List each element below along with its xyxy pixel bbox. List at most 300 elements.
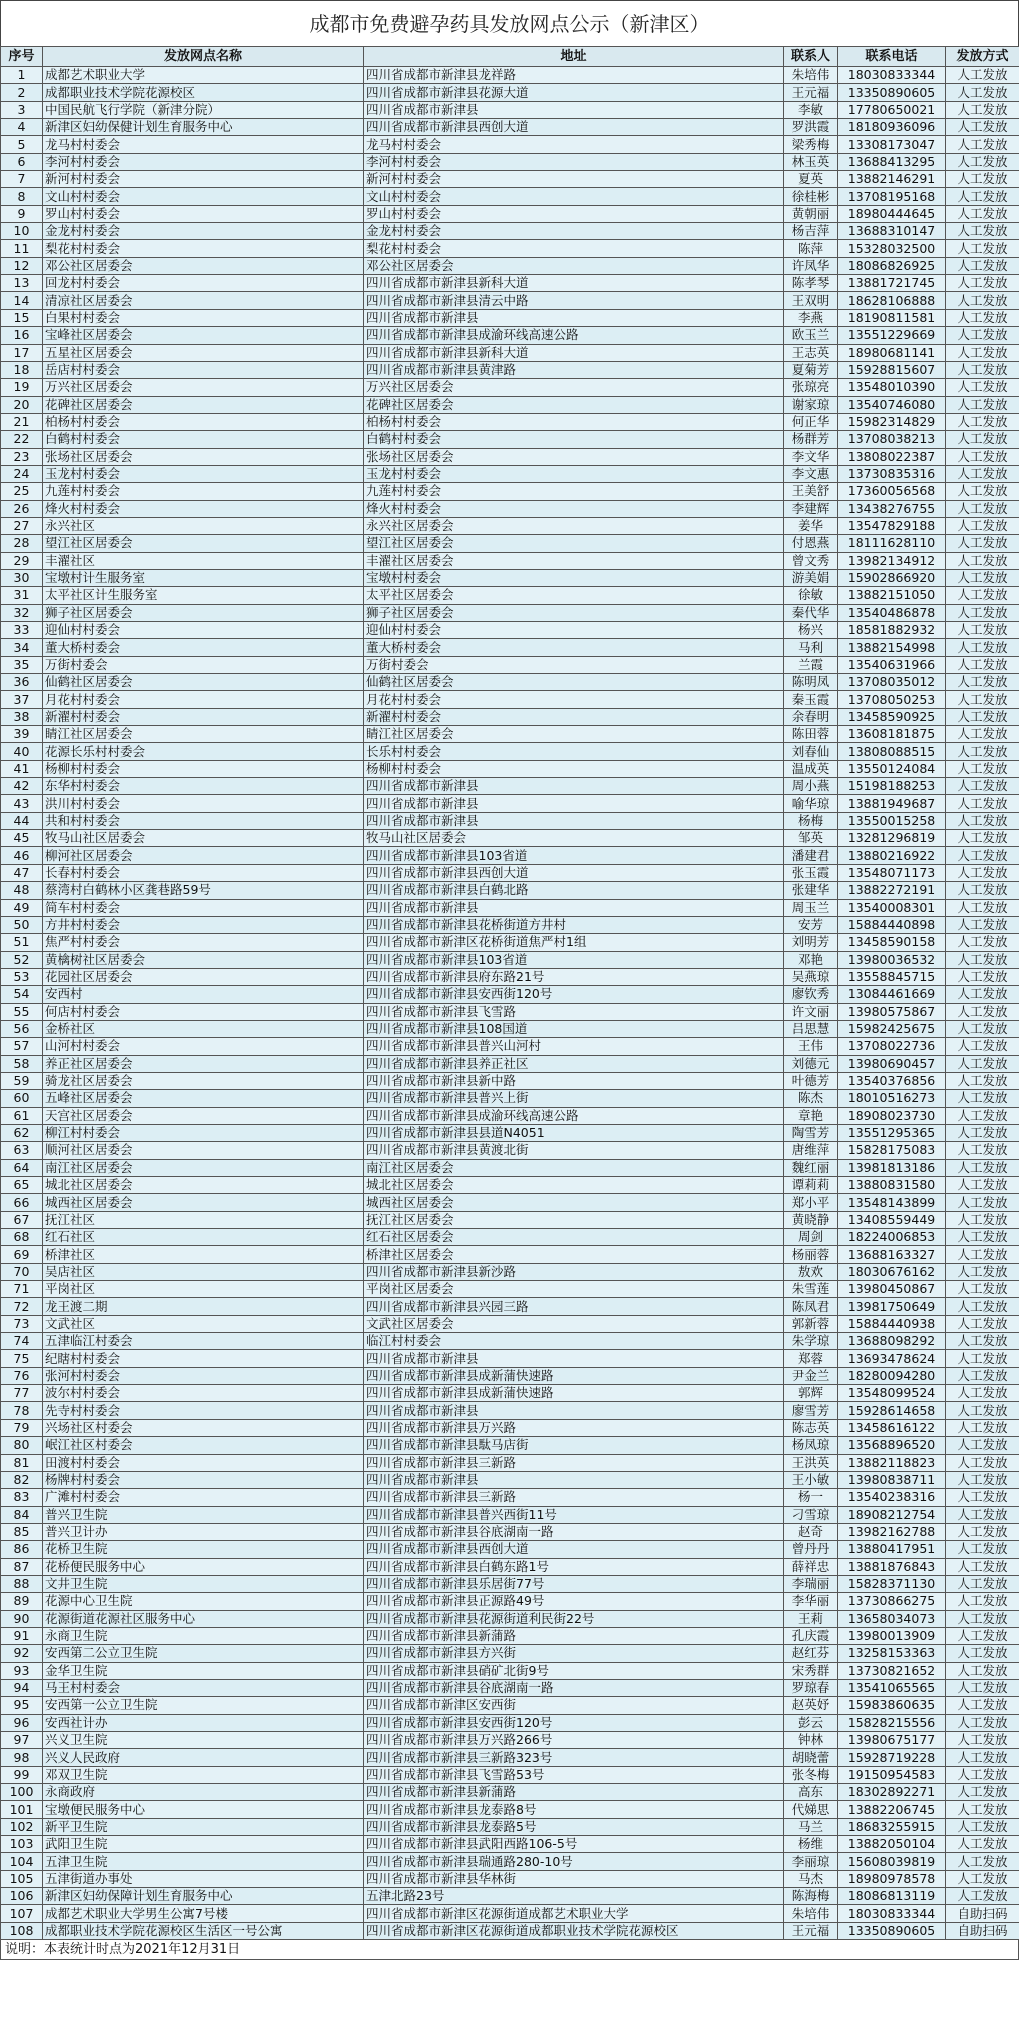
cell-contact: 王莉 bbox=[784, 1610, 838, 1627]
cell-site-name: 兴义人民政府 bbox=[43, 1749, 364, 1766]
cell-address: 张场社区居委会 bbox=[364, 448, 784, 465]
cell-method: 人工发放 bbox=[946, 1142, 1019, 1159]
cell-method: 人工发放 bbox=[946, 691, 1019, 708]
cell-site-name: 蔡湾村白鹤林小区龚巷路59号 bbox=[43, 882, 364, 899]
cell-index: 95 bbox=[1, 1697, 43, 1714]
table-row bbox=[1, 1645, 1019, 1662]
table-row bbox=[1, 379, 1019, 396]
cell-address: 金龙村村委会 bbox=[364, 223, 784, 240]
cell-site-name: 五峰社区居委会 bbox=[43, 1090, 364, 1107]
table-row bbox=[1, 292, 1019, 309]
cell-contact: 兰霞 bbox=[784, 656, 838, 673]
cell-index: 47 bbox=[1, 864, 43, 881]
cell-site-name: 烽火村村委会 bbox=[43, 500, 364, 517]
cell-contact: 陈萍 bbox=[784, 240, 838, 257]
table-row bbox=[1, 691, 1019, 708]
cell-contact: 姜华 bbox=[784, 517, 838, 534]
table-row bbox=[1, 934, 1019, 951]
cell-phone: 18111628110 bbox=[838, 535, 946, 552]
cell-phone: 13882206745 bbox=[838, 1801, 946, 1818]
table-row bbox=[1, 1124, 1019, 1141]
cell-method: 人工发放 bbox=[946, 1124, 1019, 1141]
table-row bbox=[1, 795, 1019, 812]
cell-contact: 黄朝丽 bbox=[784, 205, 838, 222]
cell-phone: 13551295365 bbox=[838, 1124, 946, 1141]
cell-index: 104 bbox=[1, 1853, 43, 1870]
cell-site-name: 梨花村村委会 bbox=[43, 240, 364, 257]
cell-index: 41 bbox=[1, 760, 43, 777]
cell-site-name: 成都职业技术学院花源校区生活区一号公寓 bbox=[43, 1922, 364, 1939]
cell-index: 8 bbox=[1, 188, 43, 205]
cell-phone: 13808022387 bbox=[838, 448, 946, 465]
cell-method: 人工发放 bbox=[946, 1003, 1019, 1020]
cell-address: 四川省成都市新津县谷底湖南一路 bbox=[364, 1523, 784, 1540]
table-row bbox=[1, 1905, 1019, 1922]
cell-address: 新河村村委会 bbox=[364, 171, 784, 188]
table-row bbox=[1, 1749, 1019, 1766]
cell-site-name: 波尔村村委会 bbox=[43, 1385, 364, 1402]
table-row bbox=[1, 1523, 1019, 1540]
cell-phone: 15828215556 bbox=[838, 1714, 946, 1731]
cell-address: 四川省成都市新津县西创大道 bbox=[364, 1541, 784, 1558]
cell-address: 新濯村村委会 bbox=[364, 708, 784, 725]
cell-index: 54 bbox=[1, 986, 43, 1003]
cell-address: 四川省成都市新津县108国道 bbox=[364, 1020, 784, 1037]
cell-address: 四川省成都市新津县硝矿北街9号 bbox=[364, 1662, 784, 1679]
cell-method: 人工发放 bbox=[946, 171, 1019, 188]
cell-index: 45 bbox=[1, 830, 43, 847]
cell-contact: 唐维萍 bbox=[784, 1142, 838, 1159]
cell-address: 睛江社区居委会 bbox=[364, 726, 784, 743]
cell-index: 34 bbox=[1, 639, 43, 656]
cell-address: 四川省成都市新津区花源街道成都艺术职业大学 bbox=[364, 1905, 784, 1922]
cell-contact: 张建华 bbox=[784, 882, 838, 899]
cell-method: 人工发放 bbox=[946, 1055, 1019, 1072]
cell-method: 人工发放 bbox=[946, 1038, 1019, 1055]
cell-site-name: 金龙村村委会 bbox=[43, 223, 364, 240]
cell-phone: 13880831580 bbox=[838, 1177, 946, 1194]
cell-phone: 15902866920 bbox=[838, 569, 946, 586]
cell-phone: 13541065565 bbox=[838, 1679, 946, 1696]
table-row bbox=[1, 1090, 1019, 1107]
cell-phone: 13458590925 bbox=[838, 708, 946, 725]
cell-index: 77 bbox=[1, 1385, 43, 1402]
table-row bbox=[1, 84, 1019, 101]
cell-site-name: 张河村村委会 bbox=[43, 1367, 364, 1384]
table-row bbox=[1, 1211, 1019, 1228]
cell-contact: 李瑞丽 bbox=[784, 1575, 838, 1592]
cell-address: 仙鹤社区居委会 bbox=[364, 674, 784, 691]
cell-index: 33 bbox=[1, 622, 43, 639]
cell-index: 21 bbox=[1, 413, 43, 430]
cell-contact: 王双明 bbox=[784, 292, 838, 309]
cell-site-name: 望江社区居委会 bbox=[43, 535, 364, 552]
cell-address: 四川省成都市新津县成新蒲快速路 bbox=[364, 1367, 784, 1384]
cell-address: 四川省成都市新津县新科大道 bbox=[364, 344, 784, 361]
cell-method: 人工发放 bbox=[946, 569, 1019, 586]
cell-site-name: 花桥卫生院 bbox=[43, 1541, 364, 1558]
cell-site-name: 清凉社区居委会 bbox=[43, 292, 364, 309]
cell-method: 人工发放 bbox=[946, 119, 1019, 136]
cell-contact: 张玉霞 bbox=[784, 864, 838, 881]
cell-site-name: 柳江村村委会 bbox=[43, 1124, 364, 1141]
cell-index: 18 bbox=[1, 361, 43, 378]
cell-contact: 王元福 bbox=[784, 84, 838, 101]
cell-address: 桥津社区居委会 bbox=[364, 1246, 784, 1263]
table-row bbox=[1, 847, 1019, 864]
cell-index: 19 bbox=[1, 379, 43, 396]
table-row bbox=[1, 760, 1019, 777]
cell-index: 84 bbox=[1, 1506, 43, 1523]
table-row bbox=[1, 1159, 1019, 1176]
cell-site-name: 洪川村村委会 bbox=[43, 795, 364, 812]
cell-index: 43 bbox=[1, 795, 43, 812]
cell-index: 38 bbox=[1, 708, 43, 725]
cell-method: 人工发放 bbox=[946, 1766, 1019, 1783]
cell-index: 24 bbox=[1, 465, 43, 482]
cell-site-name: 龙王渡二期 bbox=[43, 1298, 364, 1315]
cell-site-name: 城西社区居委会 bbox=[43, 1194, 364, 1211]
cell-phone: 15983860635 bbox=[838, 1697, 946, 1714]
cell-method: 人工发放 bbox=[946, 604, 1019, 621]
cell-address: 四川省成都市新津县瑞通路280-10号 bbox=[364, 1853, 784, 1870]
cell-index: 60 bbox=[1, 1090, 43, 1107]
cell-index: 23 bbox=[1, 448, 43, 465]
cell-phone: 13882146291 bbox=[838, 171, 946, 188]
table-row bbox=[1, 327, 1019, 344]
cell-index: 87 bbox=[1, 1558, 43, 1575]
cell-site-name: 五津临江村委会 bbox=[43, 1333, 364, 1350]
cell-site-name: 新津区妇幼保障计划生育服务中心 bbox=[43, 1888, 364, 1905]
cell-method: 人工发放 bbox=[946, 847, 1019, 864]
cell-index: 90 bbox=[1, 1610, 43, 1627]
cell-contact: 李敏 bbox=[784, 101, 838, 118]
cell-method: 人工发放 bbox=[946, 1749, 1019, 1766]
cell-contact: 马杰 bbox=[784, 1870, 838, 1887]
cell-contact: 张冬梅 bbox=[784, 1766, 838, 1783]
cell-contact: 李建辉 bbox=[784, 500, 838, 517]
cell-site-name: 五津卫生院 bbox=[43, 1853, 364, 1870]
cell-index: 73 bbox=[1, 1315, 43, 1332]
cell-site-name: 睛江社区居委会 bbox=[43, 726, 364, 743]
cell-phone: 13708195168 bbox=[838, 188, 946, 205]
table-row bbox=[1, 517, 1019, 534]
cell-index: 63 bbox=[1, 1142, 43, 1159]
cell-site-name: 永商政府 bbox=[43, 1784, 364, 1801]
cell-index: 85 bbox=[1, 1523, 43, 1540]
table-row bbox=[1, 1766, 1019, 1783]
cell-index: 72 bbox=[1, 1298, 43, 1315]
cell-address: 四川省成都市新津县成新蒲快速路 bbox=[364, 1385, 784, 1402]
table-row bbox=[1, 396, 1019, 413]
cell-contact: 余春明 bbox=[784, 708, 838, 725]
cell-phone: 13258153363 bbox=[838, 1645, 946, 1662]
cell-address: 四川省成都市新津县三新路 bbox=[364, 1454, 784, 1471]
cell-contact: 陈杰 bbox=[784, 1090, 838, 1107]
table-body bbox=[1, 67, 1019, 1940]
cell-contact: 李华丽 bbox=[784, 1593, 838, 1610]
cell-method: 人工发放 bbox=[946, 830, 1019, 847]
cell-method: 人工发放 bbox=[946, 1801, 1019, 1818]
cell-contact: 马兰 bbox=[784, 1818, 838, 1835]
cell-site-name: 岷江社区村委会 bbox=[43, 1437, 364, 1454]
column-header-index: 序号 bbox=[1, 47, 43, 67]
cell-index: 40 bbox=[1, 743, 43, 760]
cell-method: 人工发放 bbox=[946, 1350, 1019, 1367]
column-header-address: 地址 bbox=[364, 47, 784, 67]
cell-site-name: 杨牌村村委会 bbox=[43, 1471, 364, 1488]
cell-contact: 胡晓蕾 bbox=[784, 1749, 838, 1766]
cell-address: 四川省成都市新津县 bbox=[364, 795, 784, 812]
cell-phone: 15928815607 bbox=[838, 361, 946, 378]
table-row bbox=[1, 1593, 1019, 1610]
cell-contact: 刘明芳 bbox=[784, 934, 838, 951]
cell-contact: 朱雪莲 bbox=[784, 1281, 838, 1298]
cell-phone: 13540376856 bbox=[838, 1072, 946, 1089]
table-row bbox=[1, 1020, 1019, 1037]
cell-site-name: 文井卫生院 bbox=[43, 1575, 364, 1592]
table-row bbox=[1, 344, 1019, 361]
cell-site-name: 花碑社区居委会 bbox=[43, 396, 364, 413]
cell-method: 人工发放 bbox=[946, 1159, 1019, 1176]
cell-address: 四川省成都市新津县普兴上街 bbox=[364, 1090, 784, 1107]
cell-contact: 杨梅 bbox=[784, 812, 838, 829]
cell-method: 人工发放 bbox=[946, 1523, 1019, 1540]
cell-method: 人工发放 bbox=[946, 1072, 1019, 1089]
table-row bbox=[1, 1801, 1019, 1818]
cell-phone: 13982162788 bbox=[838, 1523, 946, 1540]
cell-contact: 王美舒 bbox=[784, 483, 838, 500]
cell-site-name: 山河村村委会 bbox=[43, 1038, 364, 1055]
table-row bbox=[1, 622, 1019, 639]
cell-address: 烽火村村委会 bbox=[364, 500, 784, 517]
cell-address: 玉龙村村委会 bbox=[364, 465, 784, 482]
cell-phone: 13408559449 bbox=[838, 1211, 946, 1228]
cell-address: 四川省成都市新津县乐居街77号 bbox=[364, 1575, 784, 1592]
cell-site-name: 花桥便民服务中心 bbox=[43, 1558, 364, 1575]
cell-phone: 18302892271 bbox=[838, 1784, 946, 1801]
cell-phone: 13458590158 bbox=[838, 934, 946, 951]
cell-method: 人工发放 bbox=[946, 327, 1019, 344]
table-row bbox=[1, 1870, 1019, 1887]
cell-address: 董大桥村委会 bbox=[364, 639, 784, 656]
cell-index: 3 bbox=[1, 101, 43, 118]
cell-contact: 陈田蓉 bbox=[784, 726, 838, 743]
cell-phone: 13658034073 bbox=[838, 1610, 946, 1627]
table-row bbox=[1, 1315, 1019, 1332]
cell-site-name: 新平卫生院 bbox=[43, 1818, 364, 1835]
cell-index: 86 bbox=[1, 1541, 43, 1558]
cell-phone: 13550124084 bbox=[838, 760, 946, 777]
cell-method: 人工发放 bbox=[946, 778, 1019, 795]
cell-phone: 13350890605 bbox=[838, 1922, 946, 1939]
table-row bbox=[1, 1003, 1019, 1020]
table-row bbox=[1, 1489, 1019, 1506]
cell-site-name: 成都艺术职业大学男生公寓7号楼 bbox=[43, 1905, 364, 1922]
cell-phone: 15828175083 bbox=[838, 1142, 946, 1159]
table-row bbox=[1, 1784, 1019, 1801]
cell-index: 49 bbox=[1, 899, 43, 916]
cell-contact: 尹金兰 bbox=[784, 1367, 838, 1384]
cell-phone: 15608039819 bbox=[838, 1853, 946, 1870]
cell-site-name: 城北社区居委会 bbox=[43, 1177, 364, 1194]
cell-index: 68 bbox=[1, 1229, 43, 1246]
cell-index: 32 bbox=[1, 604, 43, 621]
cell-contact: 郑小平 bbox=[784, 1194, 838, 1211]
column-header-method: 发放方式 bbox=[946, 47, 1019, 67]
cell-method: 人工发放 bbox=[946, 726, 1019, 743]
cell-method: 人工发放 bbox=[946, 1020, 1019, 1037]
table-row bbox=[1, 1177, 1019, 1194]
cell-contact: 高东 bbox=[784, 1784, 838, 1801]
cell-site-name: 广滩村村委会 bbox=[43, 1489, 364, 1506]
table-row bbox=[1, 1888, 1019, 1905]
cell-index: 6 bbox=[1, 153, 43, 170]
cell-contact: 张琼亮 bbox=[784, 379, 838, 396]
document-title: 成都市免费避孕药具发放网点公示（新津区） bbox=[0, 0, 1019, 46]
cell-phone: 13881949687 bbox=[838, 795, 946, 812]
cell-phone: 15982314829 bbox=[838, 413, 946, 430]
cell-address: 文武社区居委会 bbox=[364, 1315, 784, 1332]
cell-address: 万街村委会 bbox=[364, 656, 784, 673]
cell-method: 人工发放 bbox=[946, 1229, 1019, 1246]
cell-phone: 13281296819 bbox=[838, 830, 946, 847]
cell-method: 人工发放 bbox=[946, 587, 1019, 604]
cell-phone: 13980838711 bbox=[838, 1471, 946, 1488]
cell-site-name: 简车村村委会 bbox=[43, 899, 364, 916]
table-row bbox=[1, 1454, 1019, 1471]
cell-site-name: 李河村村委会 bbox=[43, 153, 364, 170]
cell-index: 4 bbox=[1, 119, 43, 136]
cell-method: 人工发放 bbox=[946, 916, 1019, 933]
cell-index: 106 bbox=[1, 1888, 43, 1905]
cell-phone: 13981750649 bbox=[838, 1298, 946, 1315]
cell-site-name: 安西社计办 bbox=[43, 1714, 364, 1731]
cell-index: 53 bbox=[1, 968, 43, 985]
cell-phone: 15328032500 bbox=[838, 240, 946, 257]
cell-index: 64 bbox=[1, 1159, 43, 1176]
cell-address: 南江社区居委会 bbox=[364, 1159, 784, 1176]
cell-index: 16 bbox=[1, 327, 43, 344]
cell-address: 迎仙村村委会 bbox=[364, 622, 784, 639]
table-row bbox=[1, 552, 1019, 569]
cell-index: 55 bbox=[1, 1003, 43, 1020]
cell-site-name: 九莲村村委会 bbox=[43, 483, 364, 500]
table-row bbox=[1, 1072, 1019, 1089]
cell-index: 71 bbox=[1, 1281, 43, 1298]
cell-method: 人工发放 bbox=[946, 899, 1019, 916]
cell-index: 99 bbox=[1, 1766, 43, 1783]
cell-contact: 赵奇 bbox=[784, 1523, 838, 1540]
table-row bbox=[1, 465, 1019, 482]
cell-contact: 喻华琼 bbox=[784, 795, 838, 812]
cell-index: 59 bbox=[1, 1072, 43, 1089]
cell-address: 月花村村委会 bbox=[364, 691, 784, 708]
cell-contact: 吕思慧 bbox=[784, 1020, 838, 1037]
cell-contact: 游美娟 bbox=[784, 569, 838, 586]
cell-site-name: 邓双卫生院 bbox=[43, 1766, 364, 1783]
cell-contact: 欧玉兰 bbox=[784, 327, 838, 344]
cell-contact: 梁秀梅 bbox=[784, 136, 838, 153]
table-row bbox=[1, 916, 1019, 933]
cell-method: 人工发放 bbox=[946, 517, 1019, 534]
cell-index: 25 bbox=[1, 483, 43, 500]
cell-method: 人工发放 bbox=[946, 1333, 1019, 1350]
cell-address: 四川省成都市新津县新中路 bbox=[364, 1072, 784, 1089]
table-row bbox=[1, 309, 1019, 326]
cell-phone: 13548010390 bbox=[838, 379, 946, 396]
cell-site-name: 成都职业技术学院花源校区 bbox=[43, 84, 364, 101]
cell-index: 69 bbox=[1, 1246, 43, 1263]
cell-phone: 13981813186 bbox=[838, 1159, 946, 1176]
table-row bbox=[1, 101, 1019, 118]
cell-site-name: 先寺村村委会 bbox=[43, 1402, 364, 1419]
cell-address: 四川省成都市新津县 bbox=[364, 1350, 784, 1367]
cell-index: 46 bbox=[1, 847, 43, 864]
cell-index: 5 bbox=[1, 136, 43, 153]
cell-index: 39 bbox=[1, 726, 43, 743]
table-row bbox=[1, 257, 1019, 274]
cell-address: 四川省成都市新津县养正社区 bbox=[364, 1055, 784, 1072]
cell-address: 四川省成都市新津区花源街道成都职业技术学院花源校区 bbox=[364, 1922, 784, 1939]
cell-method: 人工发放 bbox=[946, 379, 1019, 396]
table-row bbox=[1, 1437, 1019, 1454]
cell-contact: 孔庆霞 bbox=[784, 1627, 838, 1644]
cell-contact: 王伟 bbox=[784, 1038, 838, 1055]
cell-address: 四川省成都市新津县安西街120号 bbox=[364, 1714, 784, 1731]
cell-index: 80 bbox=[1, 1437, 43, 1454]
cell-method: 人工发放 bbox=[946, 622, 1019, 639]
cell-contact: 黄晓静 bbox=[784, 1211, 838, 1228]
cell-site-name: 兴场社区村委会 bbox=[43, 1419, 364, 1436]
cell-contact: 吴燕琼 bbox=[784, 968, 838, 985]
cell-phone: 13438276755 bbox=[838, 500, 946, 517]
cell-method: 人工发放 bbox=[946, 1090, 1019, 1107]
cell-address: 四川省成都市新津县花源街道利民街22号 bbox=[364, 1610, 784, 1627]
cell-method: 人工发放 bbox=[946, 292, 1019, 309]
cell-phone: 13084461669 bbox=[838, 986, 946, 1003]
cell-method: 人工发放 bbox=[946, 361, 1019, 378]
cell-contact: 王小敏 bbox=[784, 1471, 838, 1488]
cell-address: 抚江社区居委会 bbox=[364, 1211, 784, 1228]
cell-index: 50 bbox=[1, 916, 43, 933]
cell-contact: 叶德芳 bbox=[784, 1072, 838, 1089]
cell-phone: 18908212754 bbox=[838, 1506, 946, 1523]
cell-contact: 杨凤琼 bbox=[784, 1437, 838, 1454]
cell-phone: 13548099524 bbox=[838, 1385, 946, 1402]
cell-site-name: 天宫社区居委会 bbox=[43, 1107, 364, 1124]
cell-address: 四川省成都市新津县 bbox=[364, 1471, 784, 1488]
cell-phone: 13882272191 bbox=[838, 882, 946, 899]
table-row bbox=[1, 431, 1019, 448]
table-row bbox=[1, 951, 1019, 968]
cell-address: 四川省成都市新津县103省道 bbox=[364, 951, 784, 968]
cell-site-name: 东华村村委会 bbox=[43, 778, 364, 795]
cell-site-name: 杨柳村村委会 bbox=[43, 760, 364, 777]
table-row bbox=[1, 1575, 1019, 1592]
cell-address: 四川省成都市新津县飞雪路53号 bbox=[364, 1766, 784, 1783]
cell-address: 杨柳村村委会 bbox=[364, 760, 784, 777]
table-row bbox=[1, 1471, 1019, 1488]
cell-contact: 朱培伟 bbox=[784, 67, 838, 84]
cell-address: 四川省成都市新津县方兴街 bbox=[364, 1645, 784, 1662]
cell-address: 四川省成都市新津县龙泰路5号 bbox=[364, 1818, 784, 1835]
cell-phone: 13982134912 bbox=[838, 552, 946, 569]
cell-phone: 18980978578 bbox=[838, 1870, 946, 1887]
cell-index: 10 bbox=[1, 223, 43, 240]
cell-address: 罗山村村委会 bbox=[364, 205, 784, 222]
cell-contact: 夏英 bbox=[784, 171, 838, 188]
